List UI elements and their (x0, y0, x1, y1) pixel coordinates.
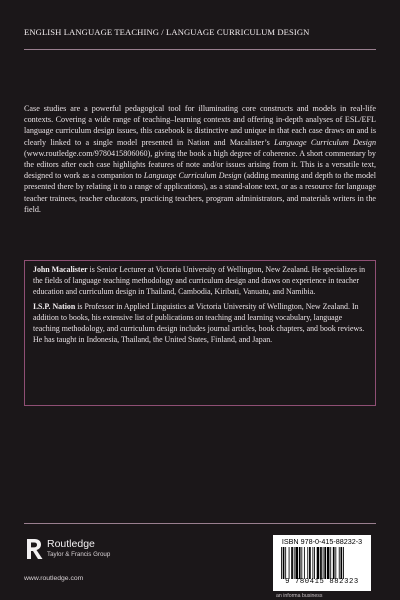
publisher-logo (24, 537, 134, 561)
publisher-group: Taylor & Francis Group (47, 551, 111, 558)
barcode-bar (309, 547, 311, 579)
series-title: ENGLISH LANGUAGE TEACHING / LANGUAGE CURRICULUM DESIGN (24, 27, 310, 37)
author-name: I.S.P. Nation (33, 302, 76, 312)
barcode-bar (307, 547, 308, 579)
publisher-website: www.routledge.com (24, 575, 84, 582)
parent-company: an informa business (276, 593, 323, 599)
bottom-divider (24, 523, 376, 524)
barcode-bar (343, 547, 344, 579)
barcode-bar (327, 547, 330, 579)
barcode-bar (301, 547, 302, 579)
barcode-number: 9 780415 882323 (285, 578, 359, 586)
isbn-label: ISBN 978-0-415-88232-3 (281, 537, 363, 546)
barcode-bar (289, 547, 290, 579)
routledge-logo-icon (24, 537, 44, 561)
description-text-2: (www.routledge.com/9780415806060), giving the book a high degree of coherence. A short commentary by the editors after each case highlights features of note and/or issues arising from it. This is a versatile text, designed to work as a companion to (24, 148, 376, 181)
barcode-bar (285, 547, 286, 579)
author-name: John Macalister (33, 265, 88, 274)
description-book-title-1: Language Curriculum Design (274, 137, 377, 147)
barcode-bar (330, 547, 331, 579)
barcode-bar (320, 547, 322, 579)
barcode-bar (299, 547, 301, 579)
barcode-bar (324, 547, 326, 579)
barcode-bars (281, 547, 365, 579)
barcode-bar (312, 547, 313, 579)
author-bios-box (24, 260, 376, 406)
barcode-bar (294, 547, 295, 579)
barcode-bar (295, 547, 298, 579)
description-text-3: (adding meaning and depth to the model presented there by relating it to a range of applications), as a stand-alone text, or as a resource for language teacher trainees, teacher educators, practicing teachers, program administrators, and materials writers in the field. (24, 171, 376, 214)
barcode-bar (333, 547, 335, 579)
barcode-bar (281, 547, 282, 579)
barcode-bar (341, 547, 343, 579)
publisher-name: Routledge (47, 538, 95, 550)
book-description (24, 103, 376, 215)
barcode-bar (291, 547, 293, 579)
author-bio-text: is Senior Lecturer at Victoria University of Wellington, New Zealand. He specializes in the fields of language teaching methodology and curriculum design and draws on experience in teacher education and curriculum design in Thailand, Cambodia, Kiribati, Vanuatu, and Namibia. (33, 265, 366, 296)
author-bio-text: is Professor in Applied Linguistics at Victoria University of Wellington, New Zealand. In addition to books, his extensive list of publications on teaching and learning vocabulary, language teaching methodology, and curriculum design includes journal articles, book chapters, and book reviews. He has taught in Indonesia, Thailand, the United States, Finland, and Japan. (33, 302, 365, 344)
barcode-bar (283, 547, 285, 579)
barcode-bar (314, 547, 315, 579)
author-bio (33, 265, 367, 297)
description-text-1: Case studies are a powerful pedagogical tool for illuminating core constructs and models in real-life contexts. Covering a wide range of teaching–learning contexts and offering in-depth analyses of ESL/EFL language curriculum design issues, this casebook is distinctive and unique in that each case draws on and is clearly linked to a single model presented in Nation and Macalister’s (24, 104, 376, 147)
top-divider (24, 49, 376, 50)
author-bio (33, 302, 367, 345)
barcode-bar (339, 547, 340, 579)
barcode-bar (323, 547, 324, 579)
barcode-bar (304, 547, 305, 579)
description-book-title-2: Language Curriculum Design (143, 171, 242, 181)
barcode-bar (317, 547, 320, 579)
barcode-bar (335, 547, 336, 579)
isbn-barcode (273, 535, 371, 591)
